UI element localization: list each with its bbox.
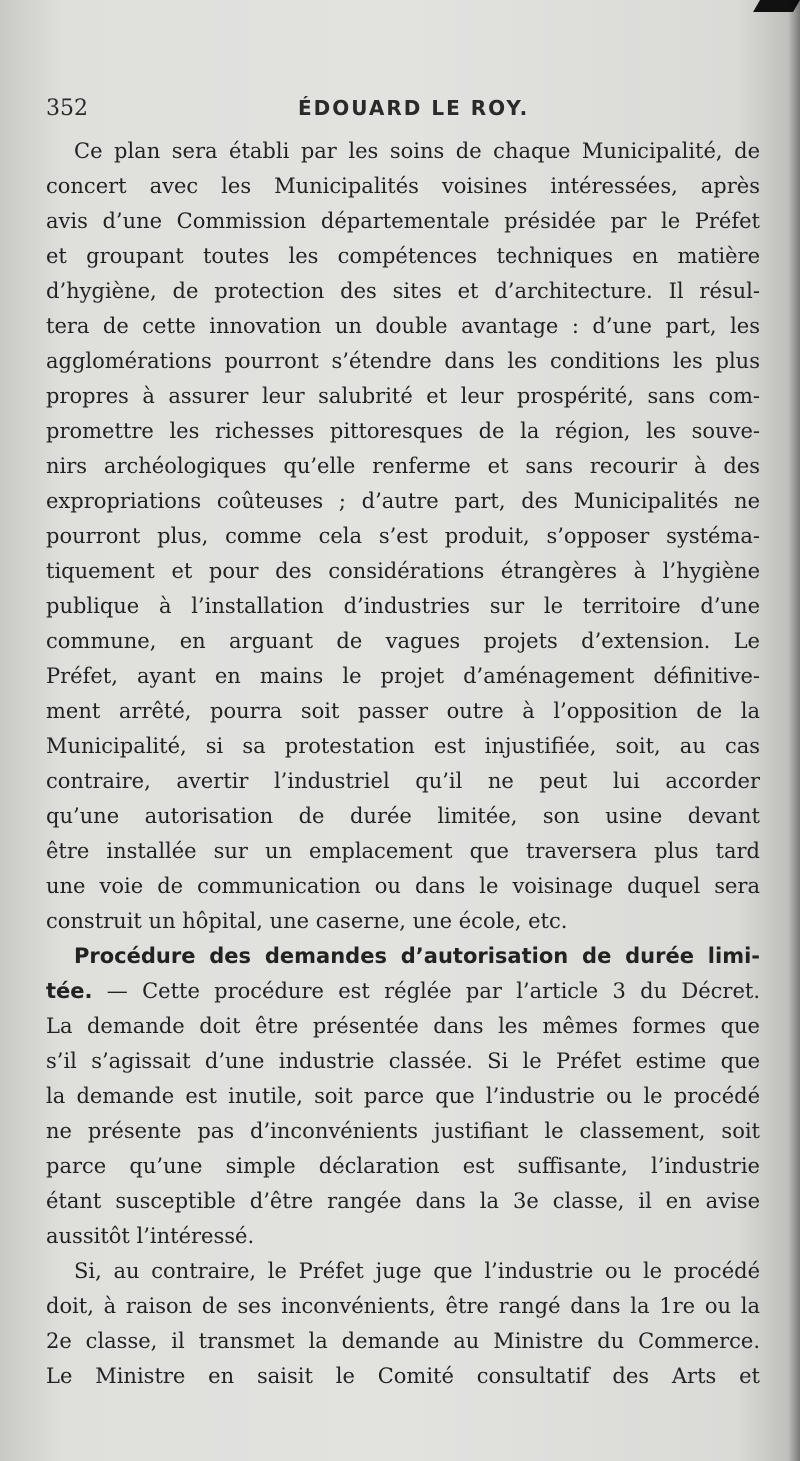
- section-lead-text: — Cette procédure est réglée par l’article 3 du Décret.: [92, 979, 760, 1003]
- text-line: avis d’une Commission départementale présidée par le Préfet: [46, 209, 760, 233]
- text-line: promettre les richesses pittoresques de la région, les souve-: [46, 419, 760, 443]
- text-line: Préfet, ayant en mains le projet d’aménagement définitive-: [46, 664, 760, 688]
- text-line: ment arrêté, pourra soit passer outre à l’opposition de la: [46, 699, 760, 723]
- text-line: nirs archéologiques qu’elle renferme et sans recourir à des: [46, 454, 760, 478]
- section-heading-end: tée.: [46, 979, 93, 1003]
- text-line: étant susceptible d’être rangée dans la 3e classe, il en avise: [46, 1189, 760, 1213]
- text-line: 2e classe, il transmet la demande au Ministre du Commerce.: [46, 1329, 760, 1353]
- page-number: 352: [46, 96, 88, 121]
- text-line: et groupant toutes les compétences techniques en matière: [46, 244, 760, 268]
- text-line: s’il s’agissait d’une industrie classée. Si le Préfet estime que: [46, 1049, 760, 1073]
- text-line: tera de cette innovation un double avantage : d’une part, les: [46, 314, 760, 338]
- section-heading: Procédure des demandes d’autorisation de durée limi-: [74, 944, 760, 968]
- text-line: ne présente pas d’inconvénients justifiant le classement, soit: [46, 1119, 760, 1143]
- text-line: parce qu’une simple déclaration est suffisante, l’industrie: [46, 1154, 760, 1178]
- text-line: propres à assurer leur salubrité et leur prospérité, sans com-: [46, 384, 760, 408]
- text-line: Le Ministre en saisit le Comité consultatif des Arts et: [46, 1364, 760, 1388]
- text-line: construit un hôpital, une caserne, une école, etc.: [46, 909, 568, 933]
- text-line: doit, à raison de ses inconvénients, être rangé dans la 1re ou la: [46, 1294, 760, 1318]
- section-heading-continuation: [46, 974, 760, 1009]
- text-line: agglomérations pourront s’étendre dans les conditions les plus: [46, 349, 760, 373]
- running-head: ÉDOUARD LE ROY.: [298, 96, 530, 120]
- text-line: contraire, avertir l’industriel qu’il ne peut lui accorder: [46, 769, 760, 793]
- text-line: aussitôt l’intéressé.: [46, 1224, 255, 1248]
- text-line: être installée sur un emplacement que traversera plus tard: [46, 839, 760, 863]
- page-header: [46, 92, 766, 124]
- text-line: Si, au contraire, le Préfet juge que l’industrie ou le procédé: [74, 1259, 760, 1283]
- text-line: la demande est inutile, soit parce que l’industrie ou le procédé: [46, 1084, 760, 1108]
- text-line: Municipalité, si sa protestation est injustifiée, soit, au cas: [46, 734, 760, 758]
- text-line: pourront plus, comme cela s’est produit, s’opposer systéma-: [46, 524, 760, 548]
- text-line: expropriations coûteuses ; d’autre part, des Municipalités ne: [46, 489, 760, 513]
- body-text: [46, 134, 760, 1394]
- text-line: concert avec les Municipalités voisines intéressées, après: [46, 174, 760, 198]
- text-line: La demande doit être présentée dans les mêmes formes que: [46, 1014, 760, 1038]
- text-line: une voie de communication ou dans le voisinage duquel sera: [46, 874, 760, 898]
- text-line: publique à l’installation d’industries sur le territoire d’une: [46, 594, 760, 618]
- text-line: Ce plan sera établi par les soins de chaque Municipalité, de: [74, 139, 760, 163]
- text-line: tiquement et pour des considérations étrangères à l’hygiène: [46, 559, 760, 583]
- text-line: qu’une autorisation de durée limitée, son usine devant: [46, 804, 760, 828]
- text-line: d’hygiène, de protection des sites et d’architecture. Il résul-: [46, 279, 760, 303]
- page-edge-shadow: [788, 0, 800, 1461]
- text-line: commune, en arguant de vagues projets d’extension. Le: [46, 629, 760, 653]
